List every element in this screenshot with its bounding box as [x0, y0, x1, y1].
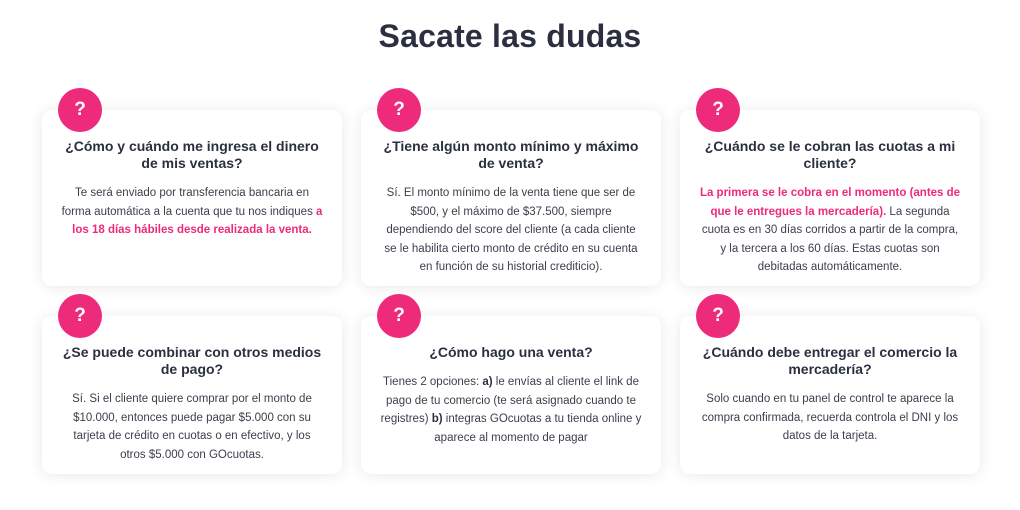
faq-answer-text: le envías al cliente el link de pago de tu comercio (te será asignado cuando te registres) [380, 376, 639, 425]
faq-question: ¿Cuándo se le cobran las cuotas a mi cliente? [704, 138, 956, 171]
faq-question: ¿Se puede combinar con otros medios de pago? [62, 344, 322, 377]
question-mark-icon: ? [377, 294, 421, 338]
question-mark-icon: ? [58, 294, 102, 338]
faq-answer-option-a: a) [482, 376, 493, 388]
question-mark-icon: ? [696, 88, 740, 132]
page-title: Sacate las dudas [378, 18, 642, 54]
faq-question: ¿Tiene algún monto mínimo y máximo de venta? [383, 138, 639, 171]
faq-card-2 [361, 99, 661, 286]
faq-card-3 [680, 99, 980, 286]
faq-answer [698, 184, 962, 277]
faq-question: ¿Cómo hago una venta? [429, 344, 593, 360]
faq-question: ¿Cómo y cuándo me ingresa el dinero de mis ventas? [65, 138, 319, 171]
faq-answer-text: Tienes 2 opciones: [383, 376, 483, 388]
faq-card-5 [361, 305, 661, 474]
faq-card-6 [680, 305, 980, 474]
faq-answer-option-b: b) [431, 413, 443, 425]
faq-answer-text: Te será enviado por transferencia bancaria en forma automática a la cuenta que tu nos indiques [61, 187, 317, 218]
faq-card-4 [42, 305, 342, 474]
faq-answer [60, 184, 324, 240]
faq-answer-highlight: a los 18 días hábiles desde realizada la venta. [72, 205, 323, 236]
faq-answer: Sí. El monto mínimo de la venta tiene que ser de $500, y el máximo de $37.500, siempre dependiendo del score del cliente (a cada cliente se le habilita cierto monto de crédito en su cuenta en función de su historial crediticio). [384, 187, 638, 273]
question-mark-icon: ? [377, 88, 421, 132]
question-mark-icon: ? [696, 294, 740, 338]
faq-answer-text: integras GOcuotas a tu tienda online y aparece al momento de pagar [434, 413, 642, 444]
faq-answer-highlight: La primera se le cobra en el momento (antes de que le entregues la mercadería). [699, 187, 961, 218]
faq-card-1 [42, 99, 342, 286]
question-mark-icon: ? [58, 88, 102, 132]
faq-answer: Solo cuando en tu panel de control te aparece la compra confirmada, recuerda controla el DNI y los datos de la tarjeta. [701, 393, 959, 442]
faq-answer: Sí. Si el cliente quiere comprar por el monto de $10.000, entonces puede pagar $5.000 con su tarjeta de crédito en cuotas o en efectivo, y los otros $5.000 con GOcuotas. [72, 393, 312, 461]
faq-question: ¿Cuándo debe entregar el comercio la mercadería? [702, 344, 958, 377]
faq-answer [379, 373, 643, 447]
faq-answer-text: La segunda cuota es en 30 días corridos a partir de la compra, y la tercera a los 60 días. Estas cuotas son debitadas automáticamente. [701, 205, 959, 273]
